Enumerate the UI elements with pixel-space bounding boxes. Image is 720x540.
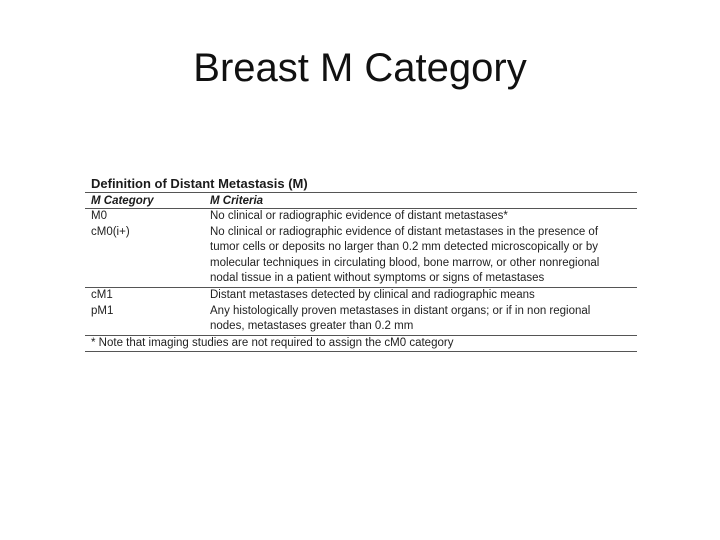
table-footnote: * Note that imaging studies are not required to assign the cM0 category <box>91 336 454 349</box>
table-group-m0 <box>85 209 637 287</box>
table-row <box>91 225 637 241</box>
slide-title: Breast M Category <box>193 46 527 90</box>
row-category: cM0(i+) <box>91 225 130 238</box>
row-criteria: nodal tissue in a patient without symptoms or signs of metastases <box>210 272 545 285</box>
table-row <box>91 319 637 335</box>
table-row <box>91 304 637 320</box>
table-row <box>91 288 637 304</box>
table-bottom-rule <box>85 351 637 352</box>
row-category: cM1 <box>91 288 113 301</box>
row-criteria: Any histologically proven metastases in distant organs; or if in non regional <box>210 304 591 317</box>
row-criteria: tumor cells or deposits no larger than 0.2 mm detected microscopically or by <box>210 241 598 254</box>
row-criteria: No clinical or radiographic evidence of distant metastases in the presence of <box>210 225 599 238</box>
table-header-row <box>85 193 637 208</box>
table-row <box>91 209 637 225</box>
row-category <box>91 256 210 272</box>
table-row <box>91 271 637 287</box>
row-category <box>91 271 210 287</box>
row-criteria: molecular techniques in circulating blood, bone marrow, or other nonregional <box>210 256 600 269</box>
row-category: M0 <box>91 210 107 222</box>
m-category-table <box>85 175 637 352</box>
row-criteria: Distant metastases detected by clinical and radiographic means <box>210 288 535 301</box>
table-group-m1 <box>85 288 637 335</box>
row-criteria: No clinical or radiographic evidence of distant metastases* <box>210 210 508 222</box>
row-category: pM1 <box>91 304 114 317</box>
row-category <box>91 240 210 256</box>
row-category <box>91 319 210 335</box>
header-m-criteria: M Criteria <box>210 195 264 207</box>
row-criteria: nodes, metastases greater than 0.2 mm <box>210 320 414 333</box>
header-m-category: M Category <box>91 195 154 207</box>
table-row <box>91 240 637 256</box>
table-row <box>91 256 637 272</box>
table-caption: Definition of Distant Metastasis (M) <box>91 176 308 191</box>
